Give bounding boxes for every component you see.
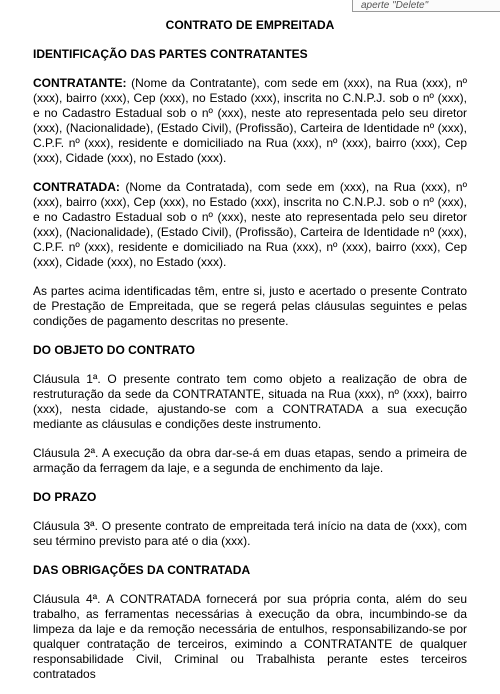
clausula-2: Cláusula 2ª. A execução da obra dar-se-á em duas etapas, sendo a primeira de armação da ferragem da laje, e a segunda de enchimento da laje. (33, 446, 467, 475)
document-title: CONTRATO DE EMPREITADA (165, 18, 335, 32)
contratante-label: CONTRATANTE: (33, 76, 127, 90)
clausula-1: Cláusula 1ª. O presente contrato tem como objeto a realização de obra de restruturação da sede da CONTRATANTE, situada na Rua (xxx), nº (xxx), bairro (xxx), nesta cidade, ajustando-se com a CONTRATADA a sua execução mediante as cláusulas e condições deste instrumento. (33, 372, 467, 431)
clausula-4: Cláusula 4ª. A CONTRATADA fornecerá por sua própria conta, além do seu trabalho, as ferramentas necessárias à execução da obra, incumbindo-se da limpeza da laje e da remoção necessária de entulhos, responsabilizando-se por qualquer contratação de terceiros, eximindo a CONTRATANTE de qualquer responsabilidade Civil, Criminal ou Trabalhista perante estes terceiros contratados (33, 592, 467, 681)
contratada-paragraph (33, 180, 467, 270)
delete-hint-tooltip: aperte "Delete" (352, 0, 500, 12)
clausula-3: Cláusula 3ª. O presente contrato de empreitada terá início na data de (xxx), com seu término previsto para até o dia (xxx). (33, 519, 467, 548)
contratada-label: CONTRATADA: (33, 180, 120, 194)
contract-document (33, 16, 467, 694)
contratante-text: (Nome da Contratante), com sede em (xxx), na Rua (xxx), nº (xxx), bairro (xxx), Cep (xxx), no Estado (xxx), inscrita no C.N.P.J. sob o nº (xxx), e no Cadastro Estadual sob o nº (xxx), neste ato representada pelo seu diretor (xxx), (Nacionalidade), (Estado Civil), (Profissão), Carteira de Identidade nº (xxx), C.P.F. nº (xxx), residente e domiciliado na Rua (xxx), nº (xxx), bairro (xxx), Cep (xxx), Cidade (xxx), no Estado (xxx). (33, 76, 467, 165)
section-heading-prazo: DO PRAZO (33, 490, 97, 504)
contratante-paragraph (33, 76, 467, 166)
section-heading-obrigacoes: DAS OBRIGAÇÕES DA CONTRATADA (33, 563, 251, 577)
section-heading-objeto: DO OBJETO DO CONTRATO (33, 343, 196, 357)
partes-paragraph: As partes acima identificadas têm, entre si, justo e acertado o presente Contrato de Prestação de Empreitada, que se regerá pelas cláusulas seguintes e pelas condições de pagamento descritas no presente. (33, 284, 467, 328)
section-heading-identificacao: IDENTIFICAÇÃO DAS PARTES CONTRATANTES (33, 47, 308, 61)
contratada-text: (Nome da Contratada), com sede em (xxx), na Rua (xxx), nº (xxx), bairro (xxx), Cep (xxx), no Estado (xxx), inscrita no C.N.P.J. sob o nº (xxx), e no Cadastro Estadual sob o nº (xxx), neste ato representada pelo seu diretor (xxx), (Nacionalidade), (Estado Civil), (Profissão), Carteira de Identidade nº (xxx), C.P.F. nº (xxx), residente e domiciliado na Rua (xxx), nº (xxx), bairro (xxx), Cep (xxx), Cidade (xxx), no Estado (xxx). (33, 180, 467, 269)
